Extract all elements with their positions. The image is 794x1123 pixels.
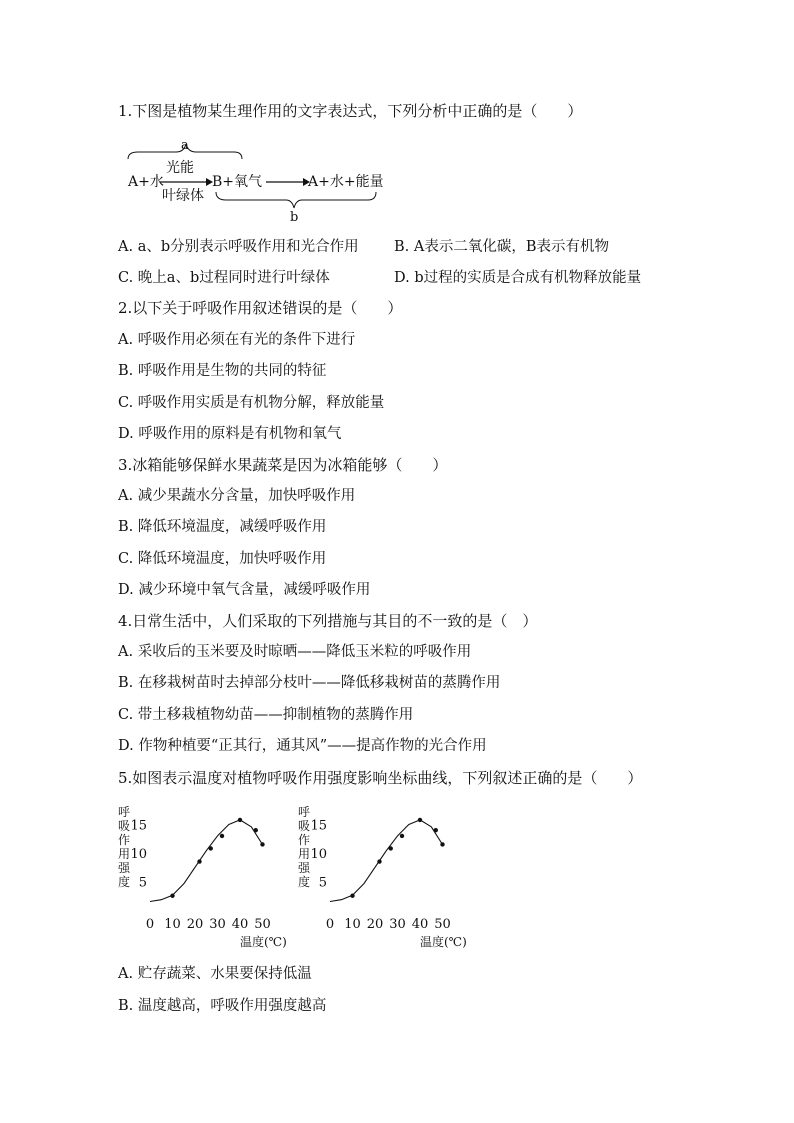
q5-option-b: B. 温度越高，呼吸作用强度越高 xyxy=(118,998,327,1014)
data-point xyxy=(170,894,174,898)
y-tick-label: 5 xyxy=(138,875,147,891)
y-tick-label: 15 xyxy=(130,818,147,834)
q3-option-d: D. 减少环境中氧气含量，减缓呼吸作用 xyxy=(118,582,371,598)
question-3-stem: 3.冰箱能够保鲜水果蔬菜是因为冰箱能够（ ） xyxy=(118,456,448,474)
y-axis-label-char: 度 xyxy=(298,875,311,889)
data-point xyxy=(440,842,444,846)
product-label: A+水+能量 xyxy=(308,174,384,190)
q2-option-d: D. 呼吸作用的原料是有机物和氧气 xyxy=(118,426,342,442)
chloroplast-label: 叶绿体 xyxy=(162,188,204,204)
y-axis-label-char: 用 xyxy=(118,847,131,861)
y-axis-label-char: 吸 xyxy=(118,819,131,833)
q1-option-b: B. A表示二氧化碳，B表示有机物 xyxy=(394,239,609,255)
y-axis-label-char: 呼 xyxy=(298,805,311,819)
data-point xyxy=(260,842,264,846)
question-1-stem: 1.下图是植物某生理作用的文字表达式，下列分析中正确的是（ ） xyxy=(118,102,583,120)
data-point xyxy=(350,894,354,898)
x-tick-label: 40 xyxy=(411,917,429,932)
x-tick-label: 30 xyxy=(209,917,226,932)
y-axis-label-char: 强 xyxy=(118,861,131,875)
q1-option-a: A. a、b分别表示呼吸作用和光合作用 xyxy=(118,239,359,255)
data-point xyxy=(254,828,258,832)
q2-option-c: C. 呼吸作用实质是有机物分解，释放能量 xyxy=(118,395,385,411)
x-tick-label: 0 xyxy=(145,917,155,932)
q2-option-b: B. 呼吸作用是生物的共同的特征 xyxy=(118,363,327,379)
x-tick-label: 10 xyxy=(164,917,181,932)
series-line xyxy=(150,820,263,902)
q4-option-b: B. 在移栽树苗时去掉部分枝叶——降低移栽树苗的蒸腾作用 xyxy=(118,675,501,691)
q1-option-c: C. 晚上a、b过程同时进行叶绿体 xyxy=(118,270,330,286)
q5-option-a: A. 贮存蔬菜、水果要保持低温 xyxy=(118,966,312,982)
y-axis-label-char: 强 xyxy=(298,861,311,875)
y-axis-label-char: 作 xyxy=(298,833,311,847)
q2-option-a: A. 呼吸作用必须在有光的条件下进行 xyxy=(118,332,356,348)
y-axis-label-char: 度 xyxy=(118,875,131,889)
x-axis-label: 温度(℃) xyxy=(240,935,287,949)
data-point xyxy=(197,859,201,863)
x-tick-label: 40 xyxy=(231,917,249,932)
x-axis-label: 温度(℃) xyxy=(420,935,467,949)
y-axis-label-char: 呼 xyxy=(118,805,131,819)
x-tick-label: 10 xyxy=(344,917,361,932)
data-point xyxy=(238,818,242,822)
q4-option-d: D. 作物种植要“正其行，通其风”——提高作物的光合作用 xyxy=(118,738,487,754)
y-tick-label: 15 xyxy=(310,818,327,834)
x-tick-label: 50 xyxy=(254,917,271,932)
x-tick-label: 50 xyxy=(434,917,451,932)
data-point xyxy=(434,828,438,832)
data-point xyxy=(389,846,393,850)
x-tick-label: 0 xyxy=(325,917,335,932)
middle-label: B+氧气 xyxy=(212,174,263,190)
data-point xyxy=(220,834,224,838)
q4-option-a: A. 采收后的玉米要及时晾晒——降低玉米粒的呼吸作用 xyxy=(118,644,472,660)
data-point xyxy=(418,818,422,822)
reaction-diagram xyxy=(118,134,398,224)
chart-left-wrap xyxy=(116,802,291,956)
series-line xyxy=(330,820,443,902)
question-5-stem: 5.如图表示温度对植物呼吸作用强度影响坐标曲线，下列叙述正确的是（ ） xyxy=(118,769,643,787)
y-axis-label-char: 用 xyxy=(298,847,311,861)
data-point xyxy=(377,859,381,863)
light-energy-label: 光能 xyxy=(166,160,194,176)
brace-a-label: a xyxy=(181,138,189,153)
question-2-stem: 2.以下关于呼吸作用叙述错误的是（ ） xyxy=(118,299,403,317)
x-tick-label: 20 xyxy=(366,917,384,932)
y-axis-label-char: 作 xyxy=(118,833,131,847)
q4-option-c: C. 带土移栽植物幼苗——抑制植物的蒸腾作用 xyxy=(118,707,414,723)
respiration-chart-left xyxy=(116,802,291,952)
data-point xyxy=(209,846,213,850)
respiration-chart-right xyxy=(296,802,481,952)
q3-option-b: B. 降低环境温度，减缓呼吸作用 xyxy=(118,519,327,535)
x-tick-label: 30 xyxy=(389,917,406,932)
q1-option-d: D. b过程的实质是合成有机物释放能量 xyxy=(394,270,642,286)
y-tick-label: 10 xyxy=(130,847,147,862)
x-tick-label: 20 xyxy=(186,917,204,932)
data-point xyxy=(400,834,404,838)
y-tick-label: 10 xyxy=(310,847,327,862)
q3-option-c: C. 降低环境温度，加快呼吸作用 xyxy=(118,551,327,567)
y-tick-label: 5 xyxy=(318,875,327,891)
q3-option-a: A. 减少果蔬水分含量，加快呼吸作用 xyxy=(118,488,356,504)
chart-right-wrap xyxy=(296,802,481,956)
reactant-label: A+水 xyxy=(128,174,164,190)
brace-b xyxy=(216,192,376,208)
y-axis-label-char: 吸 xyxy=(298,819,311,833)
question-4-stem: 4.日常生活中，人们采取的下列措施与其目的不一致的是（ ） xyxy=(118,612,538,630)
brace-b-label: b xyxy=(290,210,299,224)
